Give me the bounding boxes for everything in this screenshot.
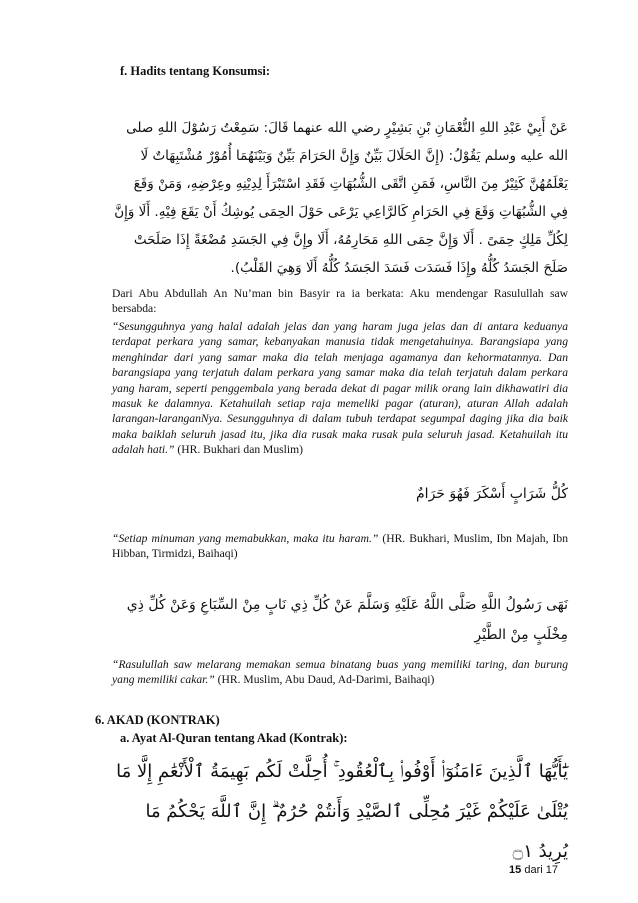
hadith-intoxicant-quote: “Setiap minuman yang memabukkan, maka itu haram.” [112, 532, 379, 545]
page-separator: dari [521, 864, 546, 876]
hadith-consumption-intro: Dari Abu Abdullah An Nu’man bin Basyir ra ia berkata: Aku mendengar Rasulullah saw bersabda: [112, 287, 568, 316]
page-total: 17 [545, 864, 558, 876]
hadith-predators-arabic: نَهَى رَسُولُ اللَّهِ صَلَّى اللَّهُ عَلَيْهِ وَسَلَّمَ عَنْ كُلِّ ذِي نَابٍ مِنْ السِّبَاعِ وَعَنْ كُلِّ ذِي مِخْلَبٍ مِنْ الطَّيْرِ [126, 597, 568, 643]
section-6a-subheading: a. Ayat Al-Quran tentang Akad (Kontrak): [120, 731, 348, 745]
hadith-predators-quote: “Rasulullah saw melarang memakan semua binatang buas yang memiliki taring, dan burung yang memiliki cakar.” [112, 658, 568, 687]
hadith-consumption-translation [112, 319, 568, 458]
hadith-intoxicant-translation [112, 531, 568, 562]
hadith-consumption-arabic: عَنْ أَبِيْ عَبْدِ اللهِ النُّعْمَانِ بْنِ بَشِيْرٍ رضي الله عنهما قَالَ: سَمِعْتُ رَسُوْلَ اللهِ صلى الله عليه وسلم يَقُوْلُ: (إِنَّ الحَلَالَ بَيِّنٌ وَإِنَّ الحَرَامَ بَيِّنٌ وَبَيْنَهُمَا أُمُوْرٌ مُشْتَبِهَاتٌ لَا يَعْلَمُهُنَّ كَثِيْرٌ مِنَ النَّاسِ، فَمَنِ اتَّقَى الشُّبُهَاتِ فَقَدِ اسْتَبْرَأَ لِدِيْنِهِ وعِرْضِهِ، وَمَنْ وَقَعَ فِي الشُّبُهَاتِ وَقَعَ فِي الحَرَامِ كَالرَّاعِي يَرْعَى حَوْلَ الحِمَى يُوشِكُ أَنْ يَقَعَ فِيْهِ. أَلَا وَإِنَّ لِكُلِّ مَلِكٍ حِمَىً . أَلَا وَإِنَّ حِمَى اللهِ مَحَارِمُهُ، أَلَا وإِنَّ فِي الجَسَدِ مُضْغَةً إِذَا صَلَحَتْ صَلَحَ الجَسَدُ كُلُّهُ وإِذَا فَسَدَت فَسَدَ الجَسَدُ كُلُّهُ أَلَا وَهِيَ القَلْبُ). [114, 120, 568, 276]
quran-maidah-1-arabic: يَٰٓأَيُّهَا ٱلَّذِينَ ءَامَنُوٓا۟ أَوْفُوا۟ بِٱلْعُقُودِ ۚ أُحِلَّتْ لَكُم بَهِيمَةُ ٱلْأَنْعَٰمِ إِلَّا مَا يُتْلَىٰ عَلَيْكُمْ غَيْرَ مُحِلِّى ٱلصَّيْدِ وَأَنتُمْ حُرُمٌ ۗ إِنَّ ٱللَّهَ يَحْكُمُ مَا يُرِيدُ ۝١ [116, 761, 568, 862]
section-6-heading: 6. AKAD (KONTRAK) [95, 713, 220, 727]
hadith-intoxicant-source: (HR. Bukhari, Muslim, Ibn Majah, Ibn Hibban, Tirmidzi, Baihaqi) [112, 532, 568, 561]
hadith-predators-translation [112, 657, 568, 688]
hadith-intoxicant-arabic: كُلُّ شَرَابٍ أَسْكَرَ فَهُوَ حَرَامٌ [416, 486, 568, 502]
hadith-predators-source: (HR. Muslim, Abu Daud, Ad-Darimi, Baihaqi) [214, 673, 435, 687]
hadith-consumption-source: (HR. Bukhari dan Muslim) [174, 443, 303, 457]
page-footer [509, 864, 558, 876]
section-f-heading: f. Hadits tentang Konsumsi: [120, 64, 271, 78]
page-number: 15 [509, 864, 522, 876]
hadith-consumption-quote: “Sesungguhnya yang halal adalah jelas dan yang haram juga jelas dan di antara keduanya terdapat perkara yang samar, kebanyakan manusia tidak mengetahuinya. Barangsiapa yang menghindar dari yang samar maka dia telah menjaga agamanya dan kehormatannya. Dan barangsiapa yang terjatuh dalam perkara yang samar maka dia telah terjatuh dalam perkara yang haram, seperti penggembala yang berada dekat di pagar milik orang lain dikhawatiri dia masuk ke dalamnya. Ketahuilah setiap raja memeliki pagar (aturan), aturan Allah adalah larangan-laranganNya. Sesungguhnya di dalam tubuh terdapat segumpal daging jika dia baik maka baiklah seluruh jasad itu, jika dia rusak maka rusak pula seluruh jasad. Ketahuilah itu adalah hati.” [112, 320, 568, 457]
